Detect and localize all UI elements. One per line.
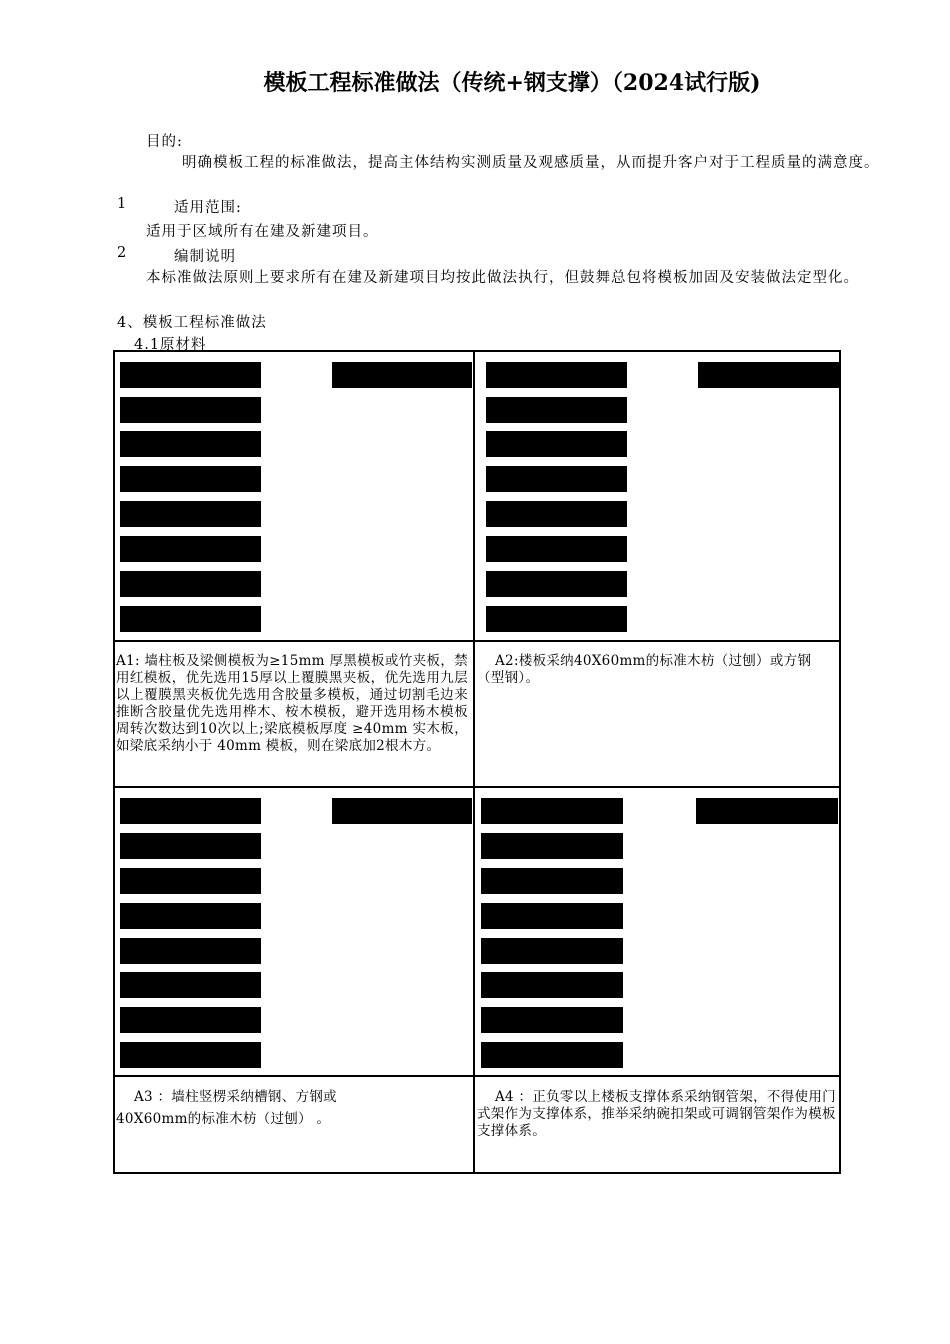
section-1-title: 适用范围: [174, 200, 242, 216]
section-4-title: 4、模板工程标准做法 [117, 315, 267, 331]
a3-caption-line2: 40X60mm的标准木枋（过刨） 。 [116, 1111, 331, 1127]
section-2-title: 编制说明 [174, 249, 236, 265]
section-2-text: 本标准做法原则上要求所有在建及新建项目均按此做法执行，但鼓舞总包将模板加固及安装做法定型化。 [146, 270, 859, 286]
purpose-text: 明确模板工程的标准做法，提高主体结构实测质量及观感质量，从而提升客户对于工程质量的满意度。 [182, 155, 880, 171]
section-1-text: 适用于区域所有在建及新建项目。 [146, 224, 379, 240]
section-1-number: 1 [117, 196, 128, 212]
a1-caption: A1: 墙柱板及梁侧模板为≥15mm 厚黑模板或竹夹板，禁用红模板，优先选用15厚以上覆膜黑夹板，优先选用九层以上覆膜黑夹板优先选用含胶量多模板，通过切割毛边来推断含胶量优先选用桦木、桉木模板，避开选用杨木模板周转次数达到10次以上;梁底模板厚度 ≥40mm 实木板，如梁底采纳小于 40mm 模板，则在梁底加2根木方。 [116, 653, 468, 754]
section-2-number: 2 [117, 245, 128, 261]
purpose-label: 目的: [146, 134, 183, 150]
table-vertical-divider [473, 350, 475, 1174]
section-4-1-title: 4.1原材料 [134, 337, 207, 353]
table-divider-row2 [113, 786, 841, 788]
a4-caption: A4 ：正负零以上楼板支撑体系采纳钢管架，不得使用门式架作为支撑体系，推举采纳碗扣架或可调钢管架作为模板支撑体系。 [477, 1089, 836, 1139]
table-divider-row3 [113, 1075, 841, 1077]
a3-caption-line1: A3 ：墙柱竖楞采纳槽钢、方钢或 [134, 1089, 337, 1105]
table-divider-row1 [113, 640, 841, 642]
a2-caption: A2:楼板采纳40X60mm的标准木枋（过刨）或方钢（型钢）。 [477, 653, 812, 686]
page-title: 模板工程标准做法（传统+钢支撑）（2024试行版) [263, 70, 761, 96]
